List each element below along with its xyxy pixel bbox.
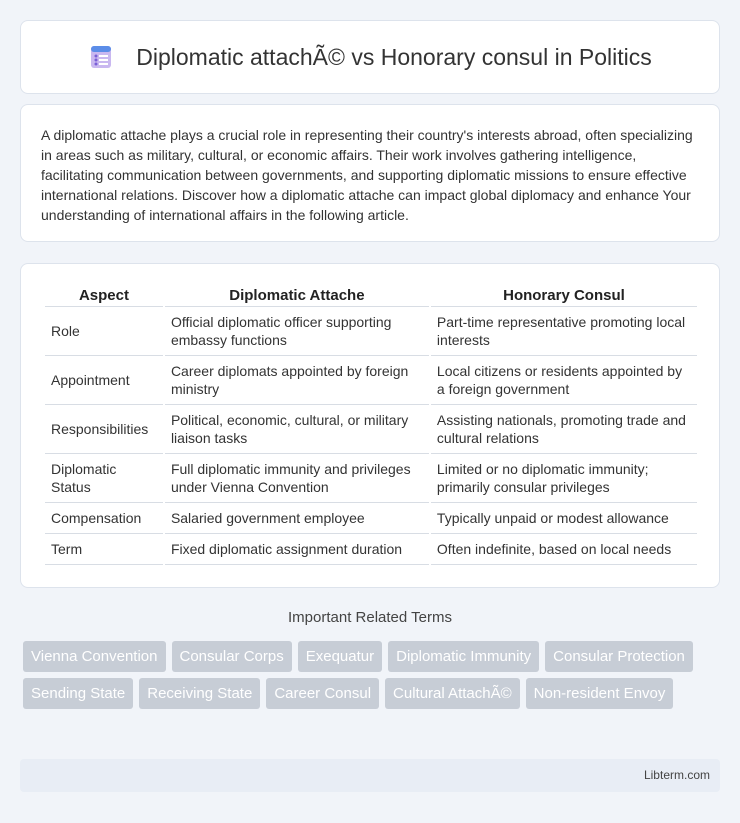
tag-sending-state[interactable]: Sending State — [23, 678, 133, 709]
table-row — [45, 503, 697, 534]
cell-consul: Local citizens or residents appointed by a foreign government — [431, 356, 697, 405]
cell-attache: Salaried government employee — [165, 503, 429, 534]
tag-career-consul[interactable]: Career Consul — [266, 678, 379, 709]
cell-aspect: Compensation — [45, 503, 163, 534]
cell-aspect: Diplomatic Status — [45, 454, 163, 503]
tag-consular-corps[interactable]: Consular Corps — [172, 641, 292, 672]
table-row — [45, 454, 697, 503]
tag-cultural-attache[interactable]: Cultural AttachÃ© — [385, 678, 520, 709]
header-aspect: Aspect — [45, 284, 163, 307]
tag-consular-protection[interactable]: Consular Protection — [545, 641, 693, 672]
cell-aspect: Role — [45, 307, 163, 356]
cell-attache: Official diplomatic officer supporting embassy functions — [165, 307, 429, 356]
cell-aspect: Appointment — [45, 356, 163, 405]
cell-attache: Career diplomats appointed by foreign ministry — [165, 356, 429, 405]
tag-diplomatic-immunity[interactable]: Diplomatic Immunity — [388, 641, 539, 672]
cell-attache: Full diplomatic immunity and privileges under Vienna Convention — [165, 454, 429, 503]
related-terms-title: Important Related Terms — [288, 609, 452, 626]
cell-consul: Assisting nationals, promoting trade and cultural relations — [431, 405, 697, 454]
cell-consul: Often indefinite, based on local needs — [431, 534, 697, 565]
document-list-icon — [88, 44, 114, 70]
related-terms-list — [23, 641, 723, 715]
footer — [20, 759, 720, 792]
cell-attache: Political, economic, cultural, or military liaison tasks — [165, 405, 429, 454]
table-row — [45, 356, 697, 405]
tag-exequatur[interactable]: Exequatur — [298, 641, 382, 672]
cell-aspect: Responsibilities — [45, 405, 163, 454]
tag-receiving-state[interactable]: Receiving State — [139, 678, 260, 709]
table-row — [45, 307, 697, 356]
cell-attache: Fixed diplomatic assignment duration — [165, 534, 429, 565]
table-row — [45, 534, 697, 565]
header-diplomatic-attache: Diplomatic Attache — [165, 284, 429, 307]
title-card — [20, 20, 720, 94]
intro-paragraph: A diplomatic attache plays a crucial role in representing their country's interests abroad, often specializing in areas such as military, cultural, or economic affairs. Their work involves gathering intelligence, facilitating communication between governments, and supporting diplomatic missions to ensure effective international relations. Discover how a diplomatic attache can impact global diplomacy and enhance Your understanding of international affairs in the following article. — [41, 127, 693, 223]
tag-non-resident-envoy[interactable]: Non-resident Envoy — [526, 678, 674, 709]
tag-vienna-convention[interactable]: Vienna Convention — [23, 641, 166, 672]
cell-consul: Typically unpaid or modest allowance — [431, 503, 697, 534]
page-title: Diplomatic attachÃ© vs Honorary consul in Politics — [136, 43, 652, 70]
footer-site-link[interactable]: Libterm.com — [643, 768, 710, 782]
cell-consul: Limited or no diplomatic immunity; primarily consular privileges — [431, 454, 697, 503]
cell-consul: Part-time representative promoting local interests — [431, 307, 697, 356]
header-honorary-consul: Honorary Consul — [431, 284, 697, 307]
table-row — [45, 405, 697, 454]
comparison-card — [20, 263, 720, 588]
comparison-table — [43, 284, 699, 565]
cell-aspect: Term — [45, 534, 163, 565]
intro-card — [20, 104, 720, 242]
